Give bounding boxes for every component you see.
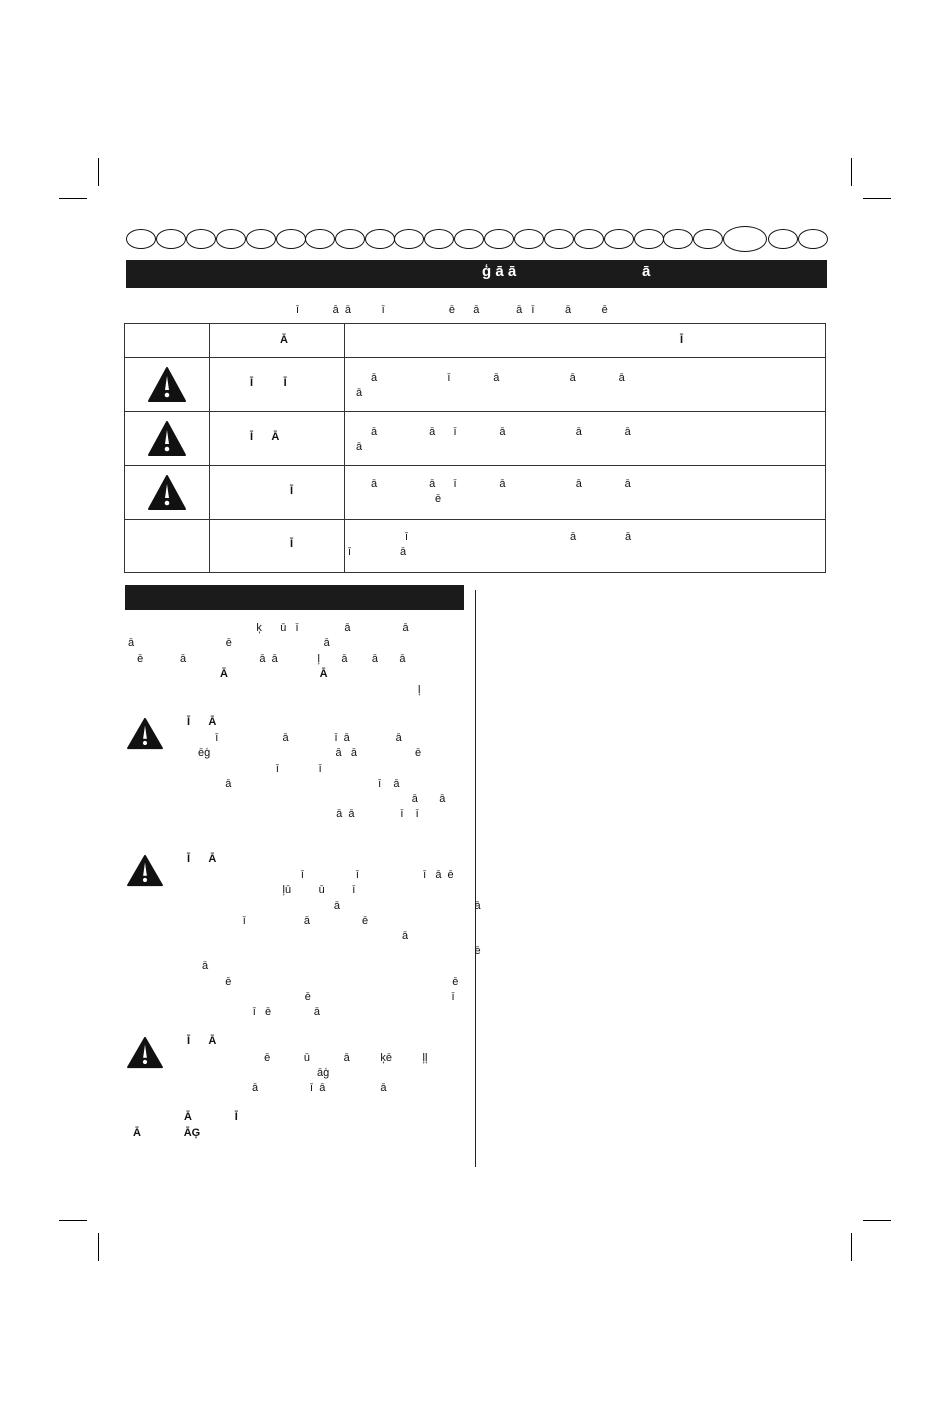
language-tab[interactable] [484,229,514,249]
column-divider [475,590,476,1167]
language-tab[interactable] [276,229,306,249]
column-header: Ā [280,334,288,346]
warning-text-line: ē [210,976,232,988]
language-tab[interactable] [634,229,664,249]
row-label: Ī [290,485,294,497]
crop-mark [863,1220,891,1221]
header-title-part2: ā [642,263,651,280]
paragraph-line: ļ [418,684,421,696]
section-bar [125,585,464,610]
language-tab[interactable] [798,229,828,249]
language-tab-active[interactable] [723,226,767,252]
language-tab[interactable] [246,229,276,249]
row-text: ī ā [348,546,407,558]
warning-text-line: ā ā ī ī [220,808,419,820]
crop-mark [59,198,87,199]
warning-text-line: ē [230,945,481,957]
warning-text-line: ē ū ā ķē ļļ [200,1052,428,1064]
warning-text-line: ē ī [210,991,455,1003]
warning-text-line: ī ī [230,763,322,775]
language-tab[interactable] [126,229,156,249]
language-tab[interactable] [394,229,424,249]
language-tab[interactable] [514,229,544,249]
language-tab[interactable] [454,229,484,249]
intro-line: ī ā ā ī ē ā ā ī ā ē [296,304,608,316]
symbols-table [124,323,826,573]
warning-text-line: ī ē ā [210,1006,321,1018]
language-tab[interactable] [305,229,335,249]
warning-icon [126,1036,164,1070]
warning-heading: Ī Ā [187,853,217,865]
warning-text-line: ā ā [210,793,446,805]
warning-text-line: ā [240,930,409,942]
row-text: ā [356,441,363,453]
header-title-part1: ģ ā ā [482,263,517,280]
language-tab[interactable] [186,229,216,249]
paragraph-line: ē ā ā ā ļ ā ā ā [128,653,406,665]
warning-icon [147,474,187,512]
table-header-row [125,324,826,358]
crop-mark [851,1233,852,1261]
language-tab[interactable] [216,229,246,249]
footer-line: Ā Ī [184,1111,238,1123]
warning-text-line: ā [202,960,209,972]
row-text: ī ā ā [405,531,632,543]
row-label: Ī [290,538,294,550]
crop-mark [98,158,99,186]
row-label: Ī Ā [250,431,280,443]
paragraph-line: Ā Ā [220,668,328,680]
crop-mark [863,198,891,199]
row-label: Ī Ī [250,377,287,389]
footer-line: Ā ĀĢ [133,1127,201,1139]
language-tab[interactable] [574,229,604,249]
warning-text-line: ī ā ē [200,915,369,927]
paragraph-line: ķ ū ī ā ā [128,622,409,634]
crop-mark [851,158,852,186]
language-tab[interactable] [365,229,395,249]
crop-mark [59,1220,87,1221]
table-row [125,520,826,573]
row-text: ē [435,493,442,505]
paragraph-line: ā ē ā [128,637,330,649]
warning-heading: Ī Ā [187,1035,217,1047]
warning-text-line: ēģ ā ā ē [198,747,422,759]
row-text: ā ī ā ā ā [371,372,625,384]
language-tab[interactable] [663,229,693,249]
column-header: Ī [680,334,684,346]
crop-mark [98,1233,99,1261]
language-tabs [126,229,826,249]
language-tab[interactable] [156,229,186,249]
warning-text-line: ī ā ī ā ā [200,732,402,744]
language-tab[interactable] [693,229,723,249]
language-tab[interactable] [424,229,454,249]
warning-text-line: ā ā [230,900,481,912]
language-tab[interactable] [768,229,798,249]
row-text: ā ā ī ā ā ā [371,478,631,490]
row-text: ā [356,387,363,399]
table-row [125,412,826,466]
language-tab[interactable] [335,229,365,249]
row-text: ā ā ī ā ā ā [371,426,631,438]
section-header [126,260,827,288]
warning-icon [147,366,187,404]
warning-text-line: ļū ū ī [200,884,356,896]
warning-icon [147,420,187,458]
language-tab[interactable] [604,229,634,249]
warning-heading: Ī Ā [187,716,217,728]
warning-text-line: ē [437,976,459,988]
table-row [125,466,826,520]
warning-text-line: ā ī ā [210,778,400,790]
warning-icon [126,854,164,888]
warning-text-line: āģ [210,1067,330,1079]
language-tab[interactable] [544,229,574,249]
warning-text-line: ā ī ā ā [200,1082,387,1094]
warning-icon [126,717,164,751]
warning-text-line: ī ī ī ā ē [200,869,454,881]
table-row [125,358,826,412]
